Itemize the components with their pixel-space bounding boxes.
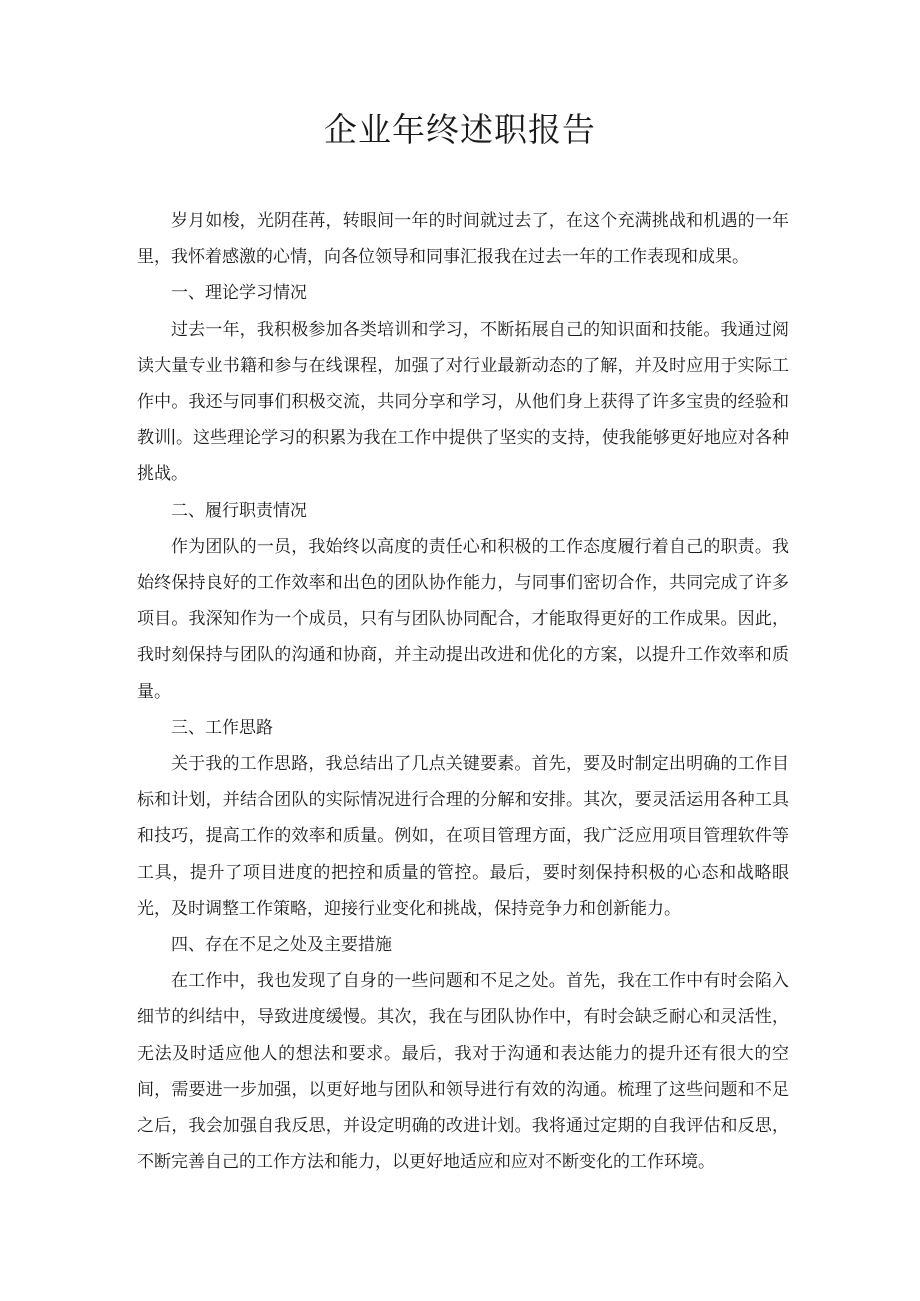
section-body-2: 作为团队的一员，我始终以高度的责任心和积极的工作态度履行着自己的职责。我始终保持良好的工作效率和出色的团队协作能力，与同事们密切合作，共同完成了许多项目。我深知作为一个成员，只有与团队协同配合，才能取得更好的工作成果。因此，我时刻保持与团队的沟通和协商，并主动提出改进和优化的方案，以提升工作效率和质量。 [137,536,789,702]
section-heading-3: 三、工作思路 [171,717,273,738]
document-title: 企业年终述职报告 [324,110,596,149]
section-body-1: 过去一年，我积极参加各类培训和学习，不断拓展自己的知识面和技能。我通过阅读大量专业书籍和参与在线课程，加强了对行业最新动态的了解，并及时应用于实际工作中。我还与同事们积极交流，共同分享和学习，从他们身上获得了许多宝贵的经验和教训∣。这些理论学习的积累为我在工作中提供了坚实的支持，使我能够更好地应对各种挑战。 [137,319,789,485]
intro-paragraph: 岁月如梭，光阴荏苒，转眼间一年的时间就过去了，在这个充满挑战和机遇的一年里，我怀着感激的心情，向各位领导和同事汇报我在过去一年的工作表现和成果。 [137,211,789,268]
section-heading-4: 四、存在不足之处及主要措施 [171,935,392,956]
section-heading-2: 二、履行职责情况 [171,500,307,521]
section-body-4: 在工作中，我也发现了自身的一些问题和不足之处。首先，我在工作中有时会陷入细节的纠结中，导致进度缓慢。其次，我在与团队协作中，有时会缺乏耐心和灵活性，无法及时适应他人的想法和要求。最后，我对于沟通和表达能力的提升还有很大的空间，需要进一步加强，以更好地与团队和领导进行有效的沟通。梳理了这些问题和不足之后，我会加强自我反思，并设定明确的改进计划。我将通过定期的自我评估和反思，不断完善自己的工作方法和能力，以更好地适应和应对不断变化的工作环境。 [137,971,789,1173]
section-body-3: 关于我的工作思路，我总结出了几点关键要素。首先，要及时制定出明确的工作目标和计划，并结合团队的实际情况进行合理的分解和安排。其次，要灵活运用各种工具和技巧，提高工作的效率和质量。例如，在项目管理方面，我广泛应用项目管理软件等工具，提升了项目进度的把控和质量的管控。最后，要时刻保持积极的心态和战略眼光，及时调整工作策略，迎接行业变化和挑战，保持竞争力和创新能力。 [137,754,789,919]
document-body [137,203,789,1180]
section-heading-1: 一、理论学习情况 [171,283,307,304]
